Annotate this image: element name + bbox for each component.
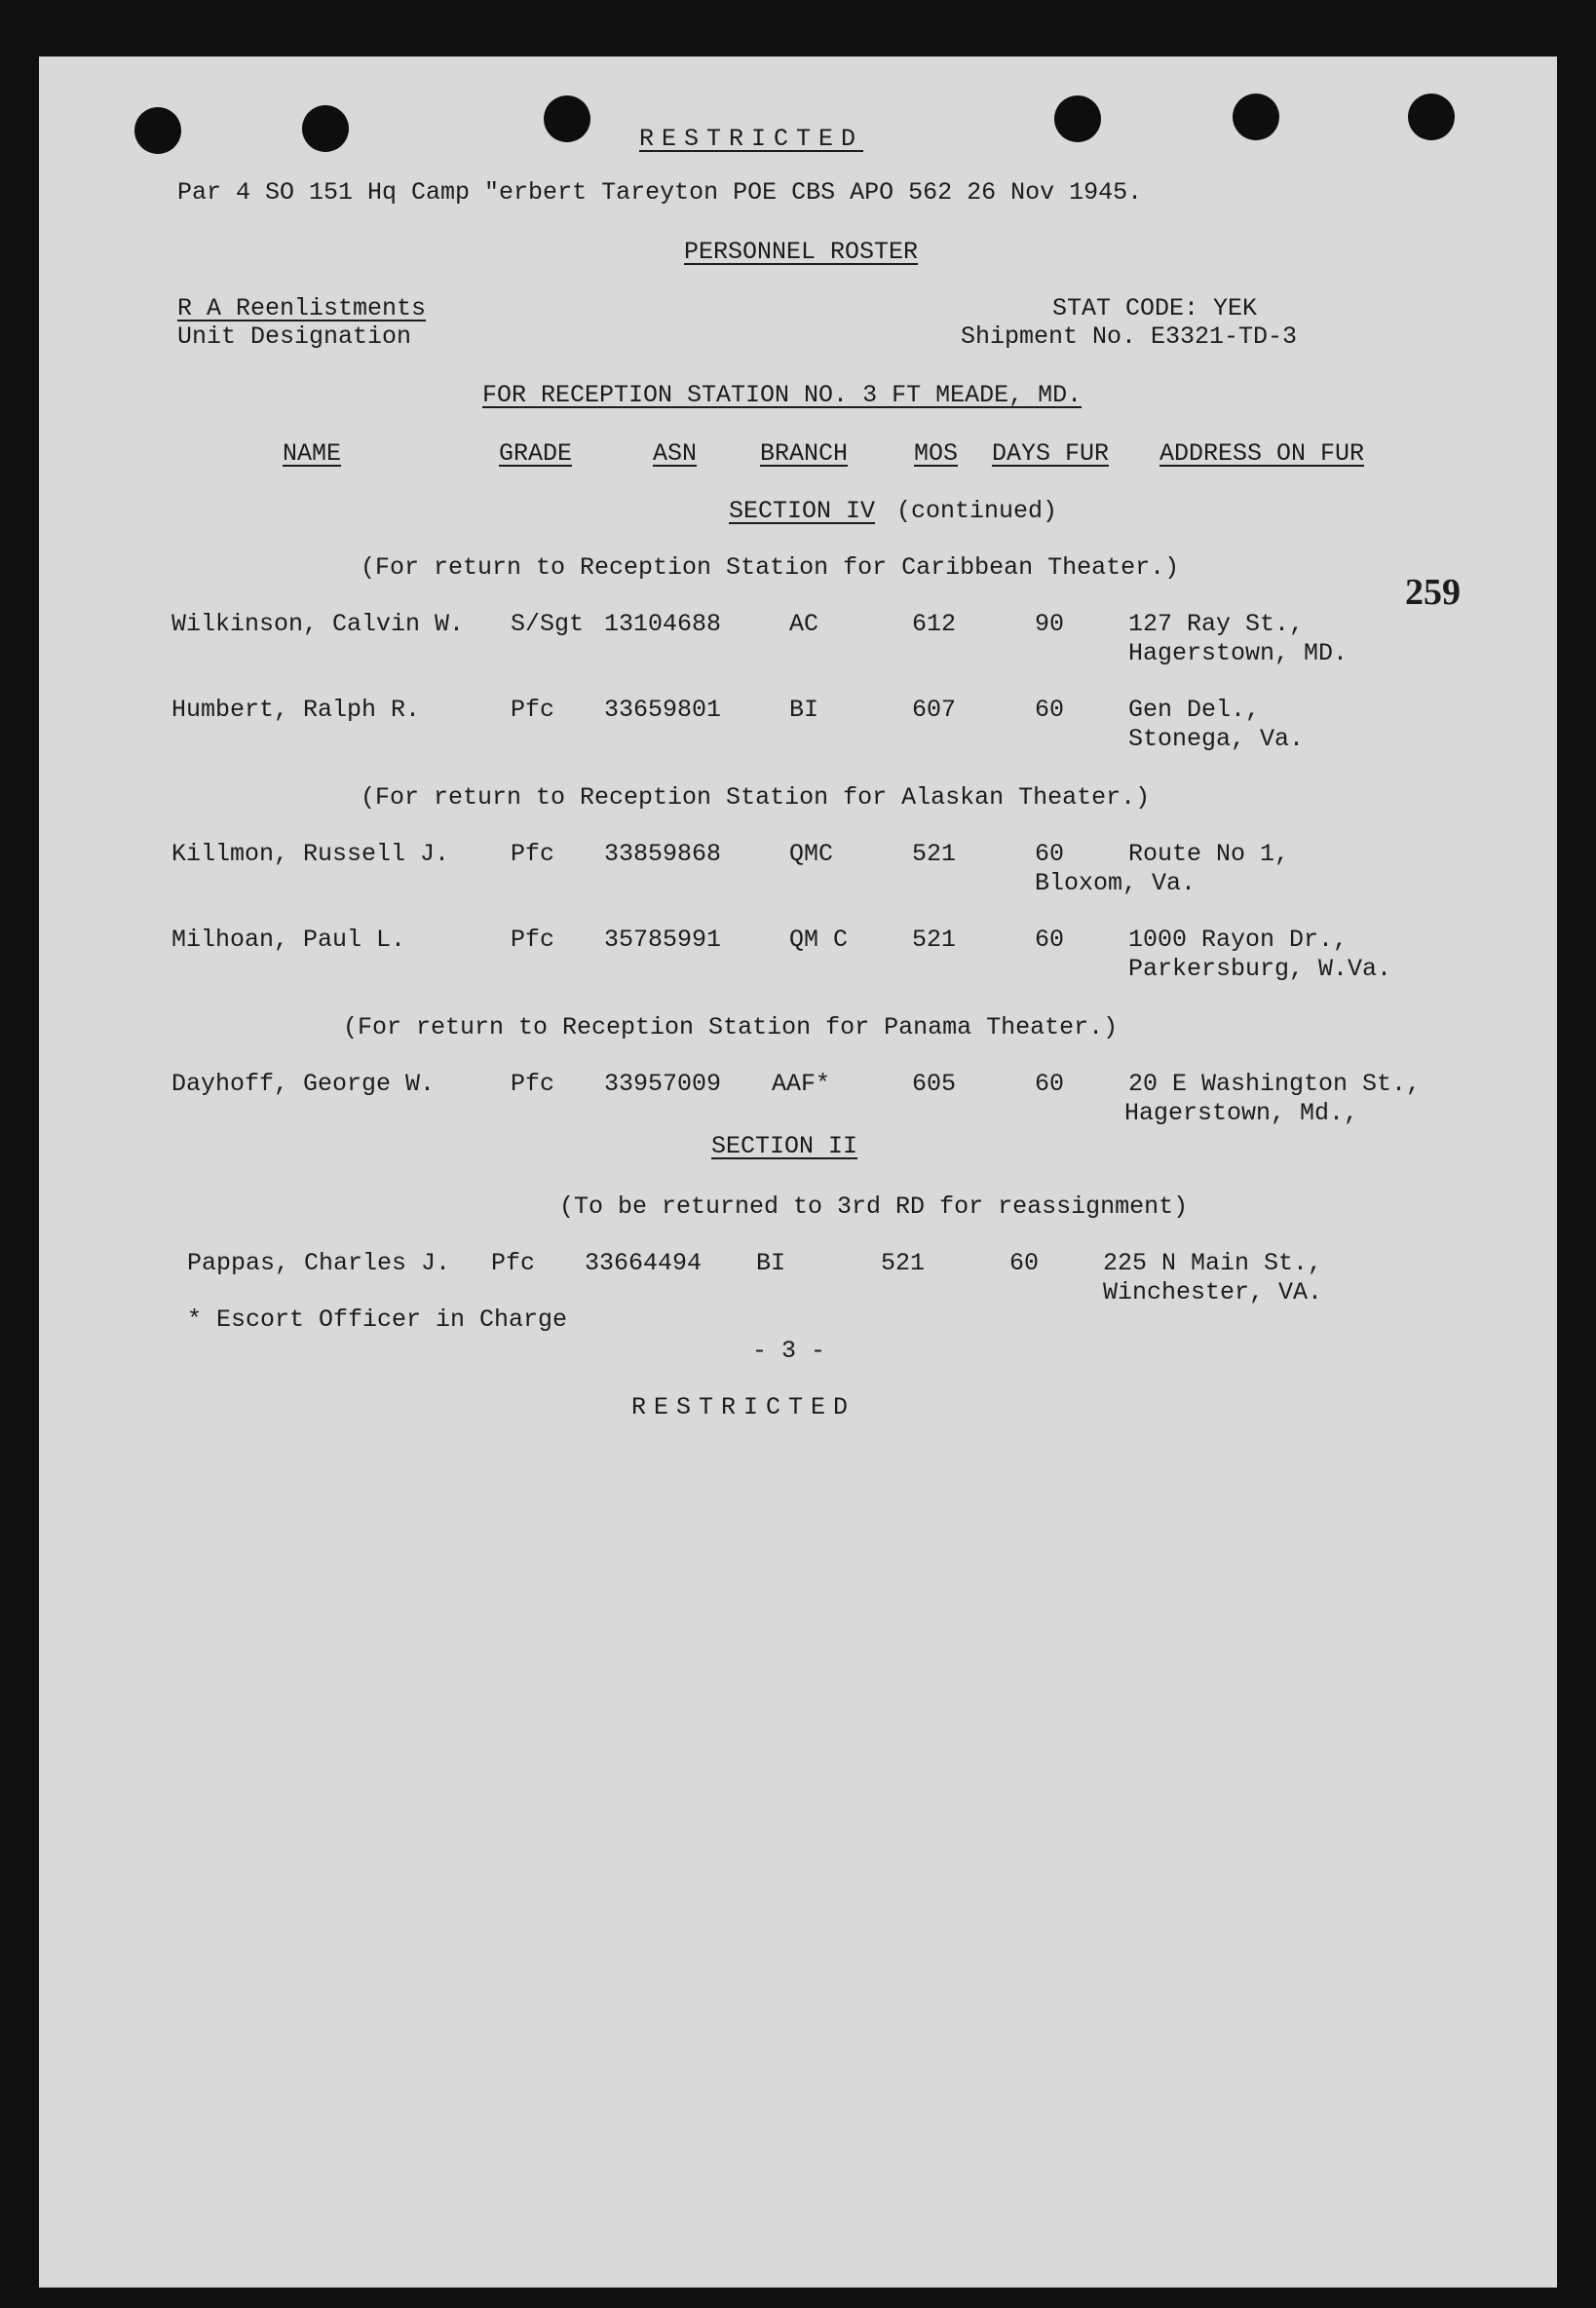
col-header-name: NAME bbox=[283, 439, 342, 468]
section-ii-note: (To be returned to 3rd RD for reassignment) bbox=[559, 1192, 1189, 1221]
unit-designation-value: R A Reenlistments bbox=[177, 294, 427, 322]
page-number: - 3 - bbox=[752, 1337, 826, 1365]
page-stamp: 259 bbox=[1405, 572, 1461, 613]
row-mos: 521 bbox=[912, 840, 957, 868]
row-asn: 33664494 bbox=[585, 1249, 703, 1277]
col-header-branch: BRANCH bbox=[760, 439, 849, 468]
row-name: Dayhoff, George W. bbox=[171, 1070, 436, 1098]
unit-designation-label: Unit Designation bbox=[177, 322, 412, 351]
col-header-address: ADDRESS ON FUR bbox=[1159, 439, 1365, 468]
row-branch: QM C bbox=[789, 926, 849, 954]
group-note-panama: (For return to Reception Station for Panama Theater.) bbox=[343, 1013, 1119, 1041]
stat-code: STAT CODE: YEK bbox=[1052, 294, 1258, 322]
punch-hole bbox=[1054, 95, 1101, 142]
row-mos: 605 bbox=[912, 1070, 957, 1098]
row-branch: QMC bbox=[789, 840, 834, 868]
row-address-line1: 20 E Washington St., bbox=[1128, 1070, 1422, 1098]
row-days: 60 bbox=[1035, 1070, 1065, 1098]
row-days: 60 bbox=[1009, 1249, 1040, 1277]
punch-hole bbox=[134, 107, 181, 154]
row-days: 60 bbox=[1035, 840, 1065, 868]
row-grade: S/Sgt bbox=[511, 610, 585, 638]
restricted-header: RESTRICTED bbox=[639, 125, 864, 153]
row-address-line2: Parkersburg, W.Va. bbox=[1128, 955, 1392, 983]
row-address-line2: Bloxom, Va. bbox=[1035, 869, 1197, 897]
row-days: 90 bbox=[1035, 610, 1065, 638]
row-mos: 612 bbox=[912, 610, 957, 638]
row-mos: 607 bbox=[912, 696, 957, 724]
row-asn: 33659801 bbox=[604, 696, 722, 724]
row-address-line1: 225 N Main St., bbox=[1103, 1249, 1323, 1277]
row-address-line1: 127 Ray St., bbox=[1128, 610, 1305, 638]
row-grade: Pfc bbox=[511, 840, 555, 868]
row-mos: 521 bbox=[912, 926, 957, 954]
row-address-line1: Route No 1, bbox=[1128, 840, 1290, 868]
row-asn: 13104688 bbox=[604, 610, 722, 638]
row-asn: 35785991 bbox=[604, 926, 722, 954]
col-header-asn: ASN bbox=[653, 439, 698, 468]
orders-line: Par 4 SO 151 Hq Camp "erbert Tareyton POE CBS APO 562 26 Nov 1945. bbox=[177, 178, 1143, 207]
row-name: Killmon, Russell J. bbox=[171, 840, 450, 868]
row-name: Humbert, Ralph R. bbox=[171, 696, 421, 724]
restricted-footer: RESTRICTED bbox=[631, 1393, 856, 1421]
row-name: Pappas, Charles J. bbox=[187, 1249, 451, 1277]
row-days: 60 bbox=[1035, 926, 1065, 954]
row-asn: 33957009 bbox=[604, 1070, 722, 1098]
punch-hole bbox=[1408, 94, 1455, 140]
row-name: Milhoan, Paul L. bbox=[171, 926, 406, 954]
shipment-number: Shipment No. E3321-TD-3 bbox=[961, 322, 1298, 351]
row-branch: BI bbox=[756, 1249, 786, 1277]
col-header-days-fur: DAYS FUR bbox=[992, 439, 1110, 468]
col-header-grade: GRADE bbox=[499, 439, 573, 468]
row-address-line2: Winchester, VA. bbox=[1103, 1278, 1323, 1306]
row-branch: BI bbox=[789, 696, 819, 724]
section-iv-title: SECTION IV bbox=[729, 497, 876, 525]
row-grade: Pfc bbox=[511, 926, 555, 954]
destination-line: FOR RECEPTION STATION NO. 3 FT MEADE, MD. bbox=[482, 381, 1083, 409]
row-grade: Pfc bbox=[491, 1249, 536, 1277]
punch-hole bbox=[544, 95, 590, 142]
row-address-line1: Gen Del., bbox=[1128, 696, 1261, 724]
group-note-caribbean: (For return to Reception Station for Caribbean Theater.) bbox=[361, 553, 1180, 582]
row-name: Wilkinson, Calvin W. bbox=[171, 610, 465, 638]
group-note-alaskan: (For return to Reception Station for Alaskan Theater.) bbox=[361, 783, 1151, 812]
row-mos: 521 bbox=[881, 1249, 926, 1277]
row-grade: Pfc bbox=[511, 1070, 555, 1098]
punch-hole bbox=[1233, 94, 1279, 140]
roster-title: PERSONNEL ROSTER bbox=[684, 238, 919, 266]
row-branch: AAF* bbox=[772, 1070, 831, 1098]
footnote: * Escort Officer in Charge bbox=[187, 1305, 568, 1334]
document-page bbox=[39, 57, 1557, 2288]
row-address-line1: 1000 Rayon Dr., bbox=[1128, 926, 1349, 954]
row-address-line2: Hagerstown, Md., bbox=[1124, 1099, 1359, 1127]
section-ii-title: SECTION II bbox=[711, 1132, 858, 1160]
row-asn: 33859868 bbox=[604, 840, 722, 868]
col-header-mos: MOS bbox=[914, 439, 959, 468]
row-address-line2: Hagerstown, MD. bbox=[1128, 639, 1349, 667]
section-iv-suffix: (continued) bbox=[896, 497, 1058, 525]
row-grade: Pfc bbox=[511, 696, 555, 724]
row-address-line2: Stonega, Va. bbox=[1128, 725, 1305, 753]
row-branch: AC bbox=[789, 610, 819, 638]
row-days: 60 bbox=[1035, 696, 1065, 724]
punch-hole bbox=[302, 105, 349, 152]
